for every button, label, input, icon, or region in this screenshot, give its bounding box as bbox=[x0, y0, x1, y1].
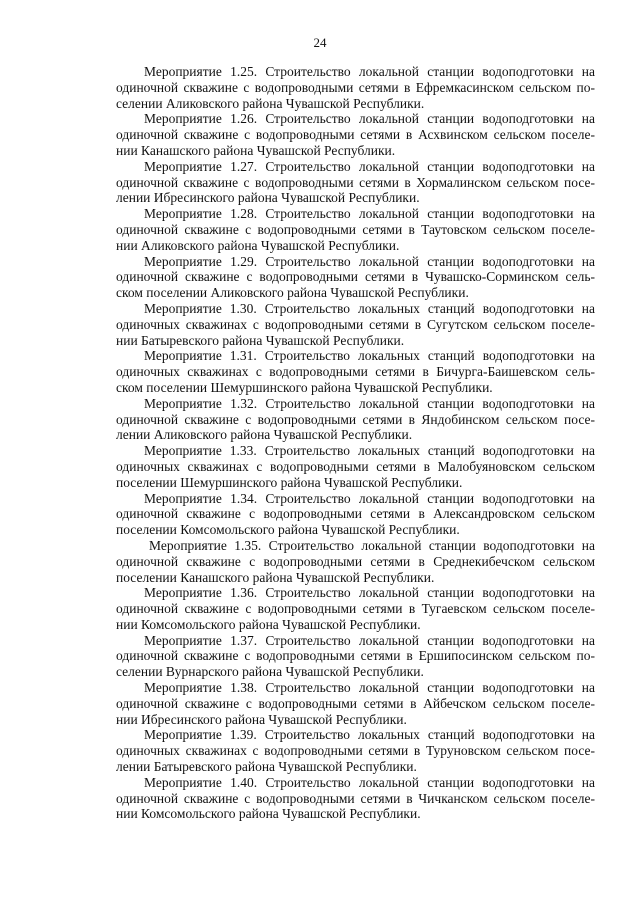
measure-paragraph bbox=[116, 727, 595, 774]
paragraph-line: одиночной скважине с водопроводными сетями в Чичканском сельском поселе- bbox=[116, 790, 595, 806]
paragraph-line: селении Вурнарского района Чувашской Республики. bbox=[116, 664, 424, 680]
paragraph-line: Мероприятие 1.40. Строительство локальной станции водоподготовки на bbox=[144, 774, 595, 790]
paragraph-line: Мероприятие 1.28. Строительство локальной станции водоподготовки на bbox=[144, 206, 595, 222]
measure-paragraph bbox=[116, 680, 595, 727]
measure-paragraph bbox=[116, 443, 595, 490]
paragraph-line: поселении Комсомольского района Чувашской Республики. bbox=[116, 522, 460, 538]
paragraph-line: Мероприятие 1.37. Строительство локальной станции водоподготовки на bbox=[144, 632, 595, 648]
paragraph-line: Мероприятие 1.31. Строительство локальных станций водоподготовки на bbox=[144, 348, 595, 364]
measure-paragraph bbox=[116, 159, 595, 206]
measure-paragraph bbox=[116, 396, 595, 443]
paragraph-line: Мероприятие 1.34. Строительство локальной станции водоподготовки на bbox=[144, 490, 595, 506]
measure-paragraph bbox=[116, 348, 595, 395]
paragraph-line: одиночной скважине с водопроводными сетями в Таутовском сельском поселе- bbox=[116, 221, 595, 237]
paragraph-line: Мероприятие 1.29. Строительство локальной станции водоподготовки на bbox=[144, 253, 595, 269]
paragraph-line: Мероприятие 1.38. Строительство локальной станции водоподготовки на bbox=[144, 680, 595, 696]
measure-paragraph bbox=[116, 254, 595, 301]
measure-paragraph bbox=[116, 111, 595, 158]
paragraph-line: лении Батыревского района Чувашской Республики. bbox=[116, 759, 417, 775]
measure-paragraph bbox=[116, 206, 595, 253]
paragraph-line: одиночной скважине с водопроводными сетями в Асхвинском сельском поселе- bbox=[116, 127, 595, 143]
paragraph-line: Мероприятие 1.36. Строительство локальной станции водоподготовки на bbox=[144, 585, 595, 601]
paragraph-line: одиночной скважине с водопроводными сетями в Яндобинском сельском посе- bbox=[116, 411, 595, 427]
paragraph-line: Мероприятие 1.32. Строительство локальной станции водоподготовки на bbox=[144, 395, 595, 411]
measure-paragraph bbox=[116, 491, 595, 538]
paragraph-line: одиночной скважине с водопроводными сетями в Хормалинском сельском посе- bbox=[116, 174, 595, 190]
paragraph-line: одиночной скважине с водопроводными сетями в Александровском сельском bbox=[116, 506, 595, 522]
paragraph-line: одиночных скважинах с водопроводными сетями в Сугутском сельском поселе- bbox=[116, 316, 595, 332]
paragraph-line: Мероприятие 1.26. Строительство локальной станции водоподготовки на bbox=[144, 111, 595, 127]
paragraph-line: одиночной скважине с водопроводными сетями в Айбечском сельском поселе- bbox=[116, 695, 595, 711]
paragraph-line: нии Комсомольского района Чувашской Республики. bbox=[116, 806, 421, 822]
paragraph-line: нии Комсомольского района Чувашской Республики. bbox=[116, 616, 421, 632]
paragraph-line: одиночной скважине с водопроводными сетями в Ефремкасинском сельском по- bbox=[116, 79, 595, 95]
paragraph-line: Мероприятие 1.33. Строительство локальных станций водоподготовки на bbox=[144, 443, 595, 459]
paragraph-line: нии Ибресинского района Чувашской Республики. bbox=[116, 711, 407, 727]
paragraph-line: одиночных скважинах с водопроводными сетями в Бичурга-Баишевском сель- bbox=[116, 364, 595, 380]
paragraph-line: Мероприятие 1.35. Строительство локальной станции водоподготовки на bbox=[149, 537, 595, 553]
paragraph-line: Мероприятие 1.25. Строительство локальной станции водоподготовки на bbox=[144, 64, 595, 79]
paragraph-line: Мероприятие 1.39. Строительство локальных станций водоподготовки на bbox=[144, 727, 595, 743]
paragraph-line: одиночных скважинах с водопроводными сетями в Туруновском сельском посе- bbox=[116, 743, 595, 759]
measure-paragraph bbox=[116, 585, 595, 632]
paragraph-line: одиночной скважине с водопроводными сетями в Чувашско-Сорминском сель- bbox=[116, 269, 595, 285]
paragraph-line: лении Аликовского района Чувашской Республики. bbox=[116, 427, 413, 443]
paragraph-line: нии Канашского района Чувашской Республики. bbox=[116, 142, 396, 158]
paragraph-line: ском поселении Аликовского района Чувашской Республики. bbox=[116, 285, 469, 301]
paragraph-line: лении Ибресинского района Чувашской Республики. bbox=[116, 190, 420, 206]
paragraph-line: поселении Канашского района Чувашской Республики. bbox=[116, 569, 435, 585]
paragraph-line: Мероприятие 1.30. Строительство локальных станций водоподготовки на bbox=[144, 300, 595, 316]
measure-paragraph bbox=[116, 64, 595, 111]
paragraph-line: ском поселении Шемуршинского района Чувашской Республики. bbox=[116, 379, 493, 395]
measure-paragraph bbox=[116, 775, 595, 822]
measure-paragraph bbox=[116, 301, 595, 348]
measure-paragraph bbox=[116, 538, 595, 585]
paragraph-line: поселении Шемуршинского района Чувашской Республики. bbox=[116, 474, 463, 490]
paragraph-line: одиночных скважинах с водопроводными сетями в Малобуяновском сельском bbox=[116, 458, 595, 474]
document-body bbox=[116, 64, 595, 822]
paragraph-line: одиночной скважине с водопроводными сетями в Ершипосинском сельском по- bbox=[116, 648, 595, 664]
page-number: 24 bbox=[313, 35, 327, 50]
paragraph-line: Мероприятие 1.27. Строительство локальной станции водоподготовки на bbox=[144, 158, 595, 174]
paragraph-line: нии Аликовского района Чувашской Республики. bbox=[116, 237, 400, 253]
paragraph-line: селении Аликовского района Чувашской Республики. bbox=[116, 95, 425, 111]
paragraph-line: одиночной скважине с водопроводными сетями в Среднекибечском сельском bbox=[116, 553, 595, 569]
paragraph-line: одиночной скважине с водопроводными сетями в Тугаевском сельском поселе- bbox=[116, 601, 595, 617]
paragraph-line: нии Батыревского района Чувашской Республики. bbox=[116, 332, 405, 348]
measure-paragraph bbox=[116, 633, 595, 680]
